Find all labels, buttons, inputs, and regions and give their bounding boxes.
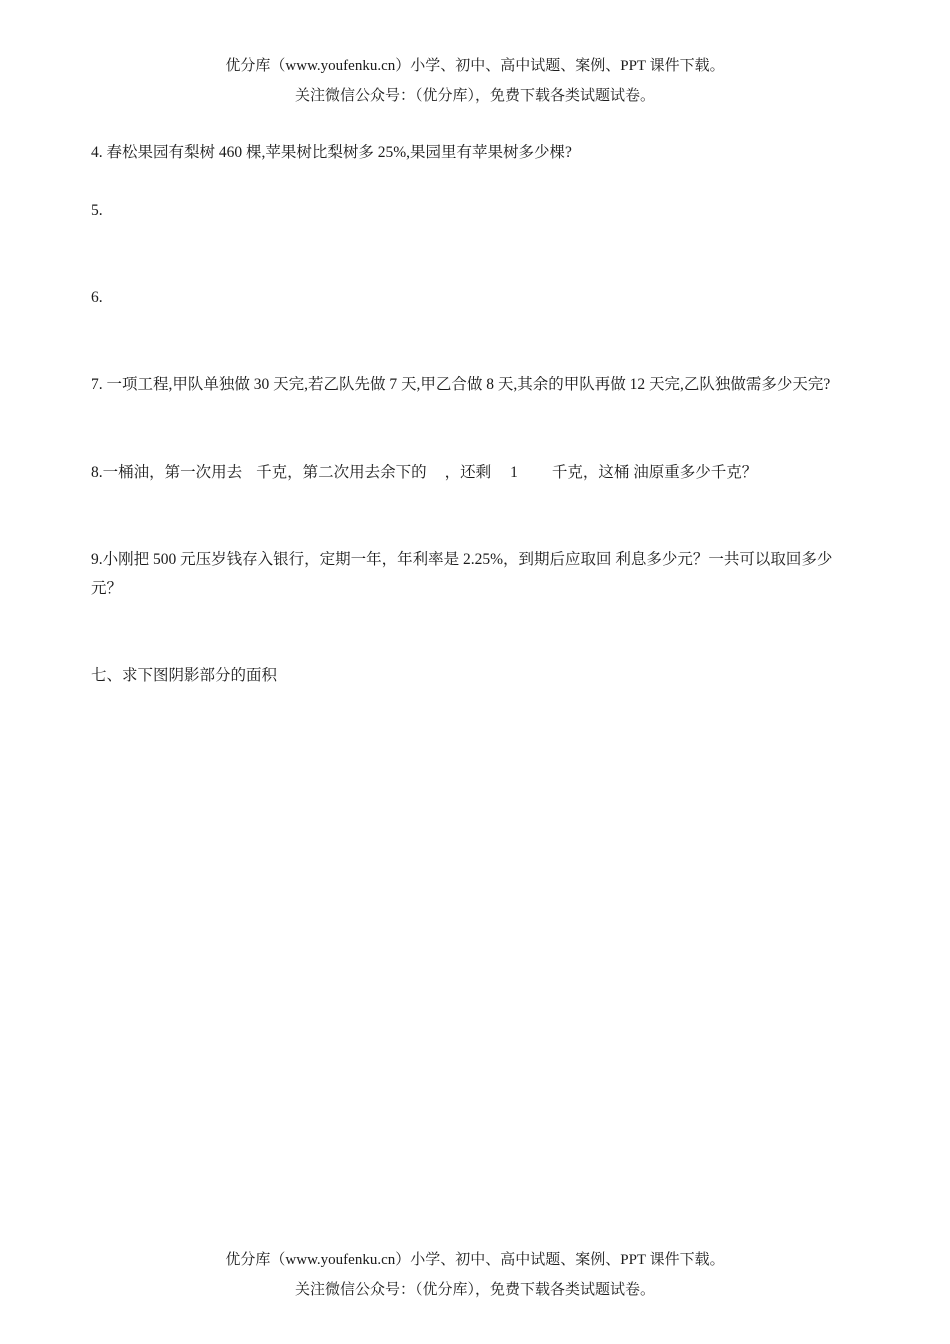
question-8-part-5: 千克，这桶 油原重多少千克？ xyxy=(551,464,758,481)
question-5: 5. xyxy=(91,202,103,219)
header-line-1: 优分库（www.youfenku.cn）小学、初中、高中试题、案例、PPT 课件下载。 xyxy=(225,58,725,74)
question-8-part-2: 千克，第二次用去余下的 xyxy=(256,464,427,481)
question-8-part-1: 8.一桶油，第一次用去 xyxy=(91,464,243,481)
page-header xyxy=(0,51,950,111)
footer-line-2: 关注微信公众号：（优分库），免费下载各类试题试卷。 xyxy=(294,1282,655,1298)
section-7-title: 七、求下图阴影部分的面积 xyxy=(91,667,278,684)
question-9: 9.小刚把 500 元压岁钱存入银行，定期一年，年利率是 2.25%，到期后应取回 利息多少元？一共可以取回多少元？ xyxy=(91,551,833,597)
page-footer xyxy=(0,1245,950,1305)
question-8-part-4: 1 xyxy=(510,464,518,481)
question-7: 7. 一项工程,甲队单独做 30 天完,若乙队先做 7 天,甲乙合做 8 天,其余的甲队再做 12 天完,乙队独做需多少天完? xyxy=(91,376,831,393)
question-4: 4. 春松果园有梨树 460 棵,苹果树比梨树多 25%,果园里有苹果树多少棵? xyxy=(91,144,572,161)
question-6: 6. xyxy=(91,289,103,306)
question-8 xyxy=(91,458,863,487)
footer-line-1: 优分库（www.youfenku.cn）小学、初中、高中试题、案例、PPT 课件下载。 xyxy=(225,1252,725,1268)
question-8-part-3: ，还剩 xyxy=(444,464,492,481)
header-line-2: 关注微信公众号：（优分库），免费下载各类试题试卷。 xyxy=(294,88,655,104)
